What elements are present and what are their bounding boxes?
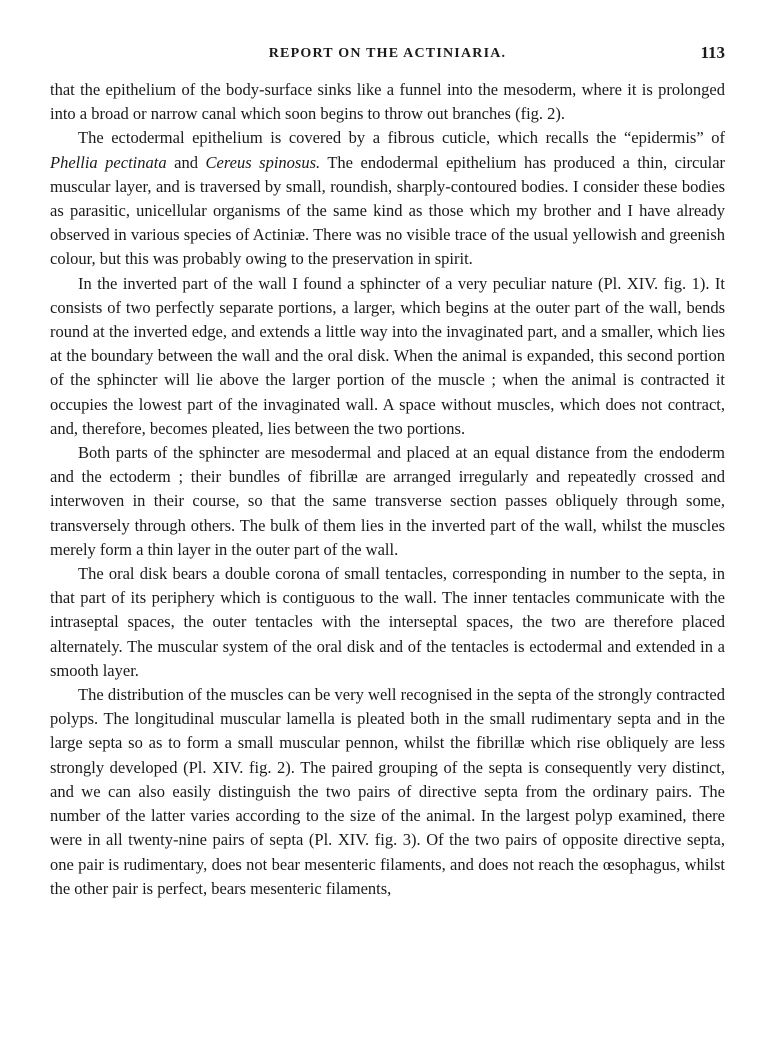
text-run: In the inverted part of the wall I found a sphincter of a very peculiar nature (Pl. XIV. fig. 1). It consists of two perfectly separate portions, a larger, which begins at the outer part of the wall, bends round at the inverted edge, and extends a little way into the invaginated part, and a smaller, which lies at the boundary between the wall and the oral disk. When the animal is expanded, this second portion of the sphincter will lie above the larger portion of the muscle ; when the animal is contracted it occupies the lowest part of the invaginated wall. A space without muscles, which does not contract, and, therefore, becomes pleated, lies between the two portions.	[50, 273, 725, 438]
species-name: Cereus spinosus.	[205, 152, 321, 172]
text-run: and	[166, 152, 206, 172]
text-run: Both parts of the sphincter are mesodermal and placed at an equal distance from the endoderm and the ectoderm ; their bundles of fibrillæ are arranged irregularly and repeatedly crossed and interwoven in their course, so that the same transverse section passes obliquely through some, transversely through others. The bulk of them lies in the inverted part of the wall, whilst the muscles merely form a thin layer in the outer part of the wall.	[50, 443, 725, 559]
page-number: 113	[700, 43, 725, 62]
running-title: REPORT ON THE ACTINIARIA.	[268, 46, 507, 61]
text-run: The distribution of the muscles can be very well recognised in the septa of the strongly contracted polyps. The longitudinal muscular lamella is pleated both in the small rudimentary septa and in the large septa so as to form a small muscular pennon, whilst the fibrillæ which rise obliquely are less strongly developed (Pl. XIV. fig. 2). The paired grouping of the septa is consequently very distinct, and we can also easily distinguish the two pairs of directive septa from the ordinary pairs. The number of the latter varies according to the size of the animal. In the largest polyp examined, there were in all twenty-nine pairs of septa (Pl. XIV. fig. 3). Of the two pairs of opposite directive septa, one pair is rudimentary, does not bear mesenteric filaments, and does not reach the œsophagus, whilst the other pair is perfect, bears mesenteric filaments,	[50, 685, 725, 898]
paragraph	[50, 272, 725, 441]
paragraph	[50, 683, 725, 901]
body-text	[50, 78, 725, 901]
page	[50, 40, 725, 901]
text-run: The endodermal epithelium has produced a thin, circular muscular layer, and is traversed by small, roundish, sharply-contoured bodies. I consider these bodies as parasitic, unicellular organisms of the same kind as those which my brother and I have already observed in various species of Actiniæ. There was no visible trace of the usual yellowish and greenish colour, but this was probably owing to the preservation in spirit.	[50, 152, 726, 269]
text-run: that the epithelium of the body-surface sinks like a funnel into the mesoderm, where it is prolonged into a broad or narrow canal which soon begins to throw out branches (fig. 2).	[50, 80, 725, 124]
species-name: Phellia pectinata	[50, 152, 167, 172]
paragraph	[50, 562, 725, 683]
paragraph	[50, 126, 725, 271]
paragraph	[50, 78, 725, 126]
paragraph	[50, 441, 725, 562]
text-run: The ectodermal epithelium is covered by a fibrous cuticle, which recalls the “epidermis” of	[78, 128, 725, 148]
text-run: The oral disk bears a double corona of small tentacles, corresponding in number to the septa, in that part of its periphery which is contiguous to the wall. The inner tentacles communicate with the intraseptal spaces, the outer tentacles with the interseptal spaces, the two are therefore placed alternately. The muscular system of the oral disk and of the tentacles is ectodermal and extended in a smooth layer.	[50, 564, 725, 680]
page-header	[50, 40, 725, 70]
